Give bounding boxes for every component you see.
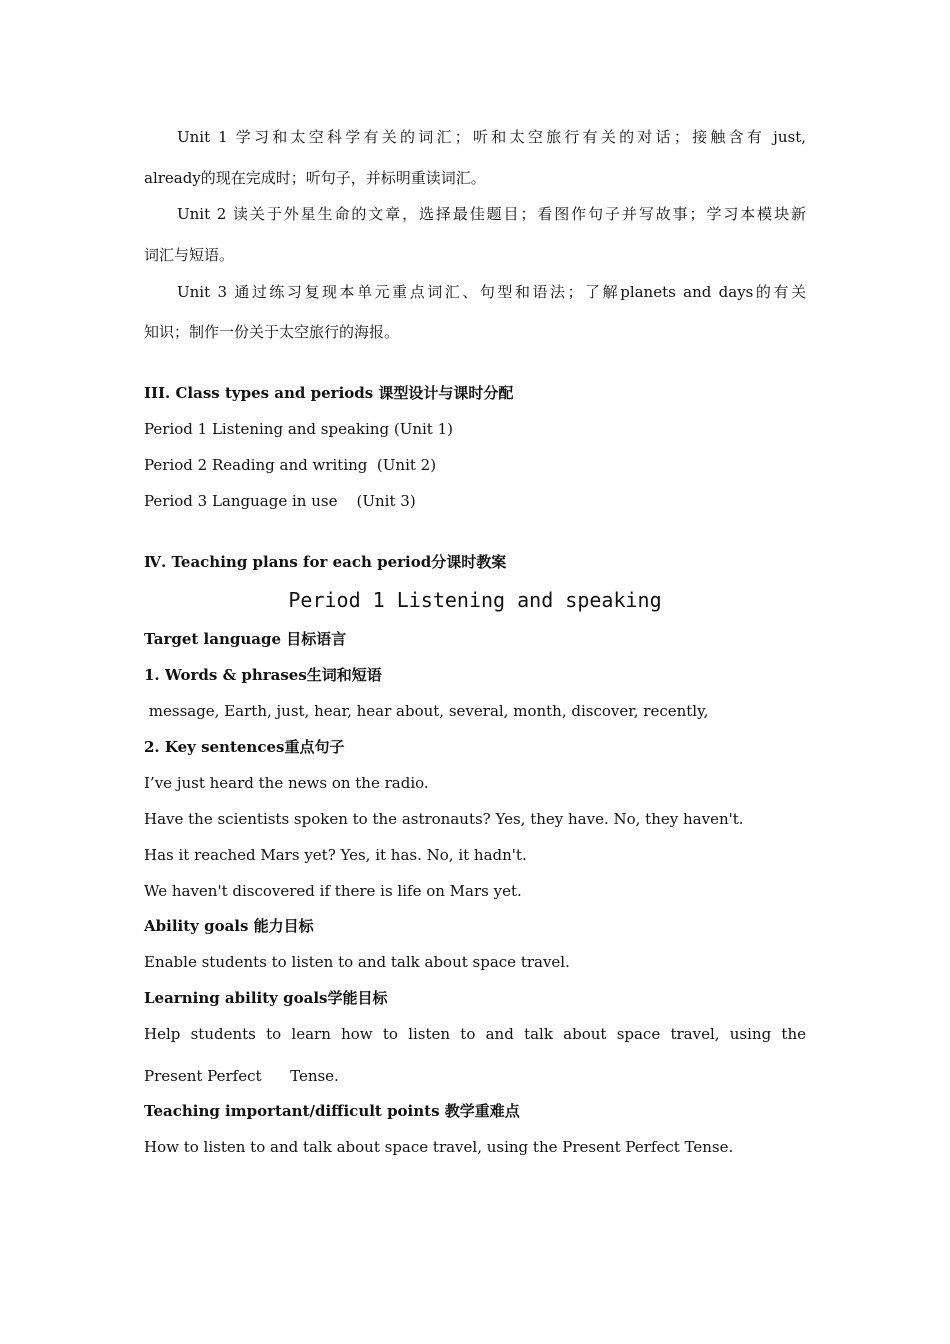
unit1-description-line1: Unit 1 学习和太空科学有关的词汇；听和太空旅行有关的对话；接触含有 just, bbox=[177, 128, 806, 146]
unit2-description-line1: Unit 2 读关于外星生命的文章，选择最佳题目；看图作句子并写故事；学习本模块新 bbox=[177, 205, 806, 223]
period-list-item-3: Period 3 Language in use (Unit 3) bbox=[144, 492, 416, 510]
key-sentence-2: Have the scientists spoken to the astronauts? Yes, they have. No, they haven't. bbox=[144, 810, 744, 828]
key-sentences-heading: 2. Key sentences重点句子 bbox=[144, 738, 345, 756]
unit1-description-line2: already的现在完成时；听句子，并标明重读词汇。 bbox=[144, 169, 486, 187]
learning-ability-goals-line2: Present Perfect Tense. bbox=[144, 1067, 339, 1085]
words-list: message, Earth, just, hear, hear about, several, month, discover, recently, bbox=[144, 702, 709, 720]
ability-goals-heading: Ability goals 能力目标 bbox=[144, 917, 314, 935]
key-sentence-1: I’ve just heard the news on the radio. bbox=[144, 774, 429, 792]
teaching-points-text: How to listen to and talk about space travel, using the Present Perfect Tense. bbox=[144, 1138, 734, 1156]
unit2-description-line2: 词汇与短语。 bbox=[144, 246, 235, 264]
section4-heading: Ⅳ. Teaching plans for each period分课时教案 bbox=[144, 553, 507, 571]
unit3-description-line2: 知识；制作一份关于太空旅行的海报。 bbox=[144, 323, 400, 341]
teaching-points-heading: Teaching important/difficult points 教学重难点 bbox=[144, 1102, 520, 1120]
period-list-item-2: Period 2 Reading and writing (Unit 2) bbox=[144, 456, 437, 474]
period1-title: Period 1 Listening and speaking bbox=[288, 588, 662, 612]
period-list-item-1: Period 1 Listening and speaking (Unit 1) bbox=[144, 420, 453, 438]
ability-goals-text: Enable students to listen to and talk about space travel. bbox=[144, 953, 570, 971]
target-language-heading: Target language 目标语言 bbox=[144, 630, 347, 648]
key-sentence-4: We haven't discovered if there is life on Mars yet. bbox=[144, 882, 522, 900]
learning-ability-goals-heading: Learning ability goals学能目标 bbox=[144, 989, 388, 1007]
unit3-description-line1: Unit 3 通过练习复现本单元重点词汇、句型和语法；了解planets and days的有关 bbox=[177, 283, 806, 301]
words-phrases-heading: 1. Words & phrases生词和短语 bbox=[144, 666, 382, 684]
section3-heading: III. Class types and periods 课型设计与课时分配 bbox=[144, 384, 514, 402]
learning-ability-goals-line1: Help students to learn how to listen to and talk about space travel, using the bbox=[144, 1025, 806, 1043]
key-sentence-3: Has it reached Mars yet? Yes, it has. No, it hadn't. bbox=[144, 846, 527, 864]
